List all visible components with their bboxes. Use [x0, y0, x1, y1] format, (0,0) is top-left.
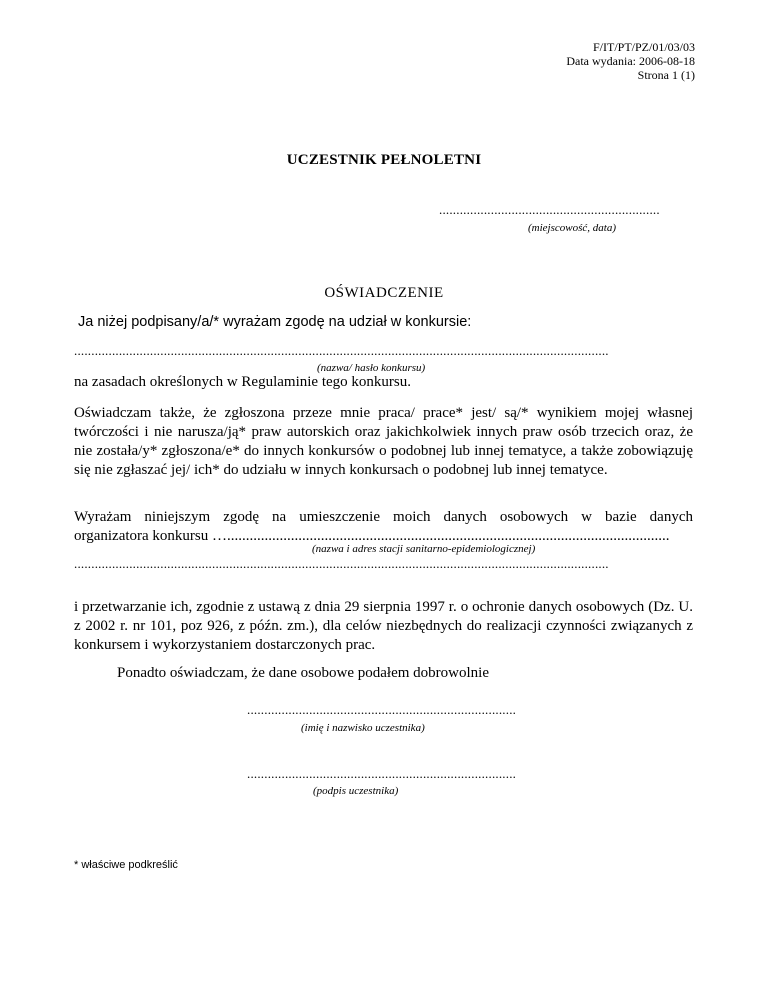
page-number: Strona 1 (1) — [637, 68, 695, 82]
participant-name-caption: (imię i nazwisko uczestnika) — [301, 722, 425, 734]
signature-caption: (podpis uczestnika) — [313, 785, 399, 797]
section-heading: OŚWIADCZENIE — [324, 285, 444, 301]
doc-code: F/IT/PT/PZ/01/03/03 — [592, 40, 695, 54]
data-consent-line1: Wyrażam niniejszym zgodę na umieszczenie moich danych osobowych w bazie danych — [74, 509, 693, 525]
place-date-field: ................................................................ — [439, 203, 660, 217]
page-title: UCZESTNIK PEŁNOLETNI — [286, 152, 482, 168]
issue-date: Data wydania: 2006-08-18 — [566, 54, 695, 68]
document-header — [566, 40, 695, 82]
participant-name-field: .............................................................................. — [247, 703, 517, 717]
contest-name-caption: (nazwa/ hasło konkursu) — [317, 362, 426, 374]
voluntary-line: Ponadto oświadczam, że dane osobowe podałem dobrowolnie — [117, 665, 489, 681]
processing-paragraph: i przetwarzanie ich, zgodnie z ustawą z dnia 29 sierpnia 1997 r. o ochronie danych osobowych (Dz. U. z 2002 r. nr 101, poz 926, z późn. zm.), dla celów niezbędnych do realizacji czynności związanych z konkursem i wykorzystaniem dostarczonych prac. — [74, 599, 693, 653]
rules-line: na zasadach określonych w Regulaminie tego konkursu. — [74, 374, 411, 390]
declaration-paragraph: Oświadczam także, że zgłoszona przeze mnie praca/ prace* jest/ są/* wynikiem mojej własnej twórczości i nie narusza/ją* praw autorskich oraz jakichkolwiek innych praw osób trzecich oraz, że nie została/y* zgłoszona/e* do innych konkursów o podobnej lub innej tematyce, a także zobowiązuję się nie zgłaszać jej/ ich* do udziału w innych konkursach o podobnej lub innej tematyce. — [74, 405, 693, 478]
station-field: ........................................................................................................................................................... — [74, 557, 609, 571]
footnote: * właściwe podkreślić — [74, 859, 178, 871]
place-date-caption: (miejscowość, data) — [528, 222, 616, 234]
station-caption: (nazwa i adres stacji sanitarno-epidemiologicznej) — [312, 543, 536, 555]
signature-field: .............................................................................. — [247, 767, 517, 781]
data-consent-line2: organizatora konkursu …...................................................................................................................... — [74, 528, 670, 544]
consent-line: Ja niżej podpisany/a/* wyrażam zgodę na udział w konkursie: — [78, 314, 472, 330]
contest-name-field: ........................................................................................................................................................... — [74, 344, 609, 358]
